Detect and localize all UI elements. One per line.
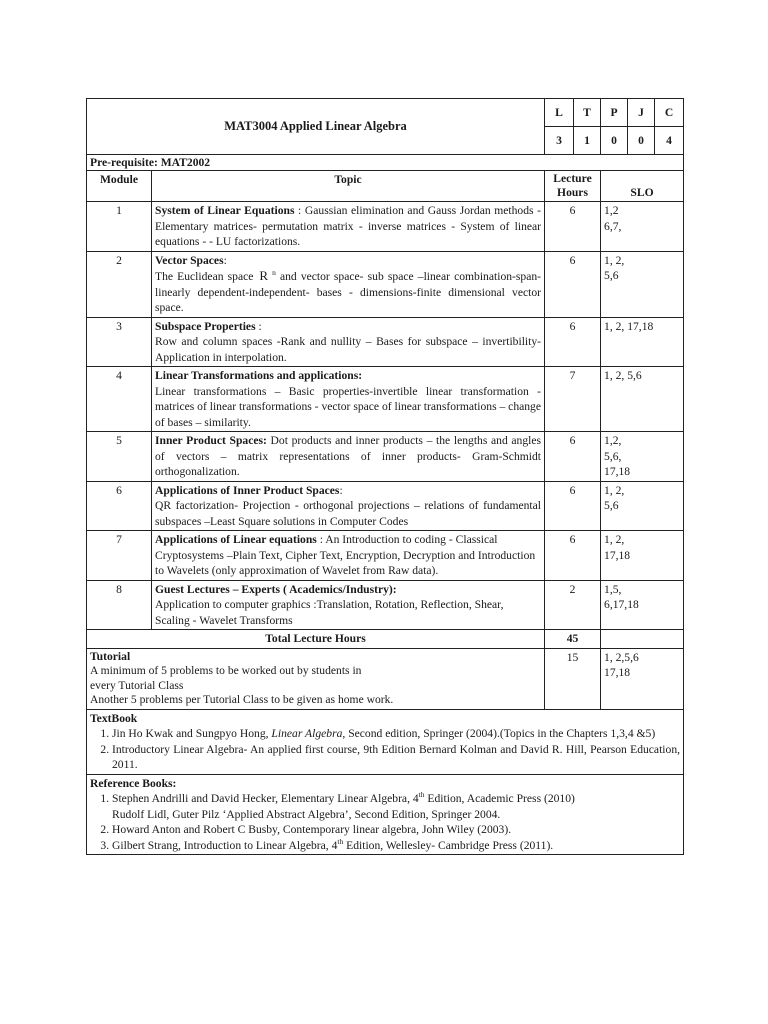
textbook-italic: Linear Algebra (271, 727, 343, 740)
slo-line: 1,5, (604, 582, 622, 596)
textbook-cell (87, 709, 684, 774)
slo-header: SLO (601, 171, 684, 202)
hours-header: Lecture Hours (545, 171, 601, 202)
module-topic (152, 481, 545, 531)
module-slo (601, 481, 684, 531)
euclidean-superscript: n (272, 268, 276, 278)
slo-line: 17,18 (604, 548, 631, 562)
module-body: Application to computer graphics :Translation, Rotation, Reflection, Shear, Scaling - Wavelet Transforms (155, 598, 504, 627)
slo-line: 1, 2, 17,18 (604, 319, 654, 333)
topic-header: Topic (152, 171, 545, 202)
slo-line: 17,18 (604, 666, 631, 679)
syllabus-table (86, 98, 684, 855)
slo-line: 1, 2,5,6 (604, 650, 639, 664)
total-slo (601, 630, 684, 649)
module-hours: 6 (545, 202, 601, 252)
module-title: System of Linear Equations (155, 204, 295, 217)
module-hours: 6 (545, 432, 601, 482)
slo-line: 5,6 (604, 499, 619, 512)
module-body: and vector space- sub space –linear combination-span-linearly dependent-independent- bases - dimensions-finite dimensional vector space. (155, 270, 542, 314)
module-body: Dot products and inner products – the lengths and angles of vectors – matrix representations of inner products- Gram-Schmidt orthogonalization. (155, 434, 542, 478)
separator: : (255, 319, 262, 333)
module-row (87, 531, 684, 581)
ltpjc-header-j: J (628, 99, 655, 127)
module-slo (601, 432, 684, 482)
module-topic (152, 367, 545, 432)
module-number: 7 (87, 531, 152, 581)
ltpjc-value-p: 0 (601, 127, 628, 155)
slo-line: 1, 2, (604, 533, 625, 546)
reference-item: 2. Howard Anton and Robert C Busby, Contemporary linear algebra, John Wiley (2003). (112, 822, 680, 838)
module-topic (152, 432, 545, 482)
module-title: Subspace Properties (155, 319, 256, 333)
separator: : (339, 483, 343, 497)
slo-line: 1, 2, (604, 483, 625, 497)
module-title: Applications of Linear equations (155, 533, 317, 546)
reference-text: Edition, Wellesley- Cambridge Press (2011). (343, 838, 554, 852)
module-topic (152, 580, 545, 630)
module-hours: 6 (545, 531, 601, 581)
euclidean-symbol: R (259, 268, 269, 283)
separator: : (223, 253, 227, 267)
module-slo (601, 251, 684, 317)
reference-text: Rudolf Lidl, Guter Pilz ‘Applied Abstract Algebra’, Second Edition, Springer 2004. (112, 807, 501, 821)
slo-line: 5,6, (604, 449, 622, 463)
reference-text: Edition, Academic Press (2010) (424, 792, 575, 805)
module-hours: 2 (545, 580, 601, 630)
ltpjc-header-p: P (601, 99, 628, 127)
textbook-title: TextBook (90, 711, 138, 725)
module-header: Module (87, 171, 152, 202)
slo-line: 6,17,18 (604, 598, 639, 611)
references-row (87, 774, 684, 855)
slo-line: 1, 2, 5,6 (604, 369, 642, 382)
module-slo (601, 531, 684, 581)
reference-sup: th (337, 836, 344, 846)
tutorial-row (87, 648, 684, 709)
references-title: Reference Books: (90, 776, 177, 790)
ltpjc-header-c: C (655, 99, 684, 127)
module-topic (152, 317, 545, 367)
reference-text: Gilbert Strang, Introduction to Linear Algebra, 4 (112, 838, 338, 852)
reference-sup: th (418, 790, 425, 800)
tutorial-line: every Tutorial Class (90, 678, 184, 692)
tutorial-hours: 15 (545, 648, 601, 709)
reference-item (112, 838, 680, 854)
course-header-row (87, 99, 684, 127)
module-body: Linear transformations – Basic properties-invertible linear transformation - matrices of linear transformations - vector space of linear transformations – change of bases – similarity. (155, 384, 542, 429)
module-body: The Euclidean space (155, 270, 254, 283)
column-header-row (87, 171, 684, 202)
module-row (87, 432, 684, 482)
slo-line: 17,18 (604, 465, 631, 478)
ltpjc-value-t: 1 (574, 127, 601, 155)
module-slo (601, 317, 684, 367)
module-row (87, 367, 684, 432)
module-number: 5 (87, 432, 152, 482)
module-number: 1 (87, 202, 152, 252)
module-number: 8 (87, 580, 152, 630)
slo-line: 1,2, (604, 434, 622, 447)
module-number: 4 (87, 367, 152, 432)
textbook-item (112, 726, 680, 742)
tutorial-line: A minimum of 5 problems to be worked out by students in (90, 664, 362, 677)
textbook-item: 2. Introductory Linear Algebra- An applied first course, 9th Edition Bernard Kolman and David R. Hill, Pearson Education, 2011. (112, 742, 680, 773)
module-topic (152, 251, 545, 317)
module-hours: 7 (545, 367, 601, 432)
module-title: Vector Spaces (155, 253, 224, 267)
module-hours: 6 (545, 251, 601, 317)
total-label: Total Lecture Hours (87, 630, 545, 649)
ltpjc-header-l: L (545, 99, 574, 127)
total-hours: 45 (545, 630, 601, 649)
module-body: An Introduction to coding - Classical Cryptosystems –Plain Text, Cipher Text, Encryption, Decryption and Introduction to Wavelets (only approximation of Wavelet from Raw data). (155, 533, 536, 577)
ltpjc-value-j: 0 (628, 127, 655, 155)
reference-item (112, 791, 680, 822)
module-hours: 6 (545, 317, 601, 367)
ltpjc-value-c: 4 (655, 127, 684, 155)
course-title: MAT3004 Applied Linear Algebra (87, 99, 545, 155)
tutorial-cell (87, 648, 545, 709)
separator: : (316, 533, 326, 546)
module-number: 2 (87, 251, 152, 317)
module-row (87, 481, 684, 531)
slo-line: 5,6 (604, 269, 619, 282)
module-title: Inner Product Spaces: (155, 434, 267, 447)
tutorial-slo (601, 648, 684, 709)
references-cell (87, 774, 684, 855)
module-row (87, 580, 684, 630)
module-slo (601, 202, 684, 252)
module-body: QR factorization- Projection - orthogonal projections – relations of fundamental subspaces –Least Square solutions in Computer Codes (155, 499, 542, 528)
prerequisite-row (87, 155, 684, 171)
textbook-row (87, 709, 684, 774)
module-topic (152, 202, 545, 252)
separator: : (294, 204, 305, 217)
module-row (87, 251, 684, 317)
tutorial-title: Tutorial (90, 649, 131, 663)
module-title: Applications of Inner Product Spaces (155, 483, 340, 497)
ltpjc-header-t: T (574, 99, 601, 127)
prerequisite: Pre-requisite: MAT2002 (87, 155, 684, 171)
module-title: Guest Lectures – Experts ( Academics/Industry): (155, 582, 397, 596)
module-number: 3 (87, 317, 152, 367)
module-title: Linear Transformations and applications: (155, 369, 363, 382)
ltpjc-value-l: 3 (545, 127, 574, 155)
module-body: Gaussian elimination and Gauss Jordan methods - Elementary matrices- permutation matrix - inverse matrices - System of linear equations - - LU factorizations. (155, 204, 542, 248)
syllabus-sheet (86, 98, 683, 855)
textbook-list (90, 726, 680, 773)
textbook-text: , Second edition, Springer (2004).(Topics in the Chapters 1,3,4 &5) (342, 727, 656, 740)
textbook-text: Jin Ho Kwak and Sungpyo Hong, (112, 727, 272, 740)
slo-line: 1,2 (604, 204, 619, 217)
reference-text: Stephen Andrilli and David Hecker, Elementary Linear Algebra, 4 (112, 792, 419, 805)
module-hours: 6 (545, 481, 601, 531)
total-row (87, 630, 684, 649)
module-row (87, 202, 684, 252)
module-number: 6 (87, 481, 152, 531)
module-topic (152, 531, 545, 581)
module-slo (601, 367, 684, 432)
module-row (87, 317, 684, 367)
module-slo (601, 580, 684, 630)
module-body: Row and column spaces -Rank and nullity – Bases for subspace – invertibility- Application in interpolation. (155, 335, 542, 364)
slo-line: 6,7, (604, 219, 622, 233)
references-list (90, 791, 680, 853)
slo-line: 1, 2, (604, 253, 625, 267)
tutorial-line: Another 5 problems per Tutorial Class to be given as home work. (90, 693, 394, 706)
